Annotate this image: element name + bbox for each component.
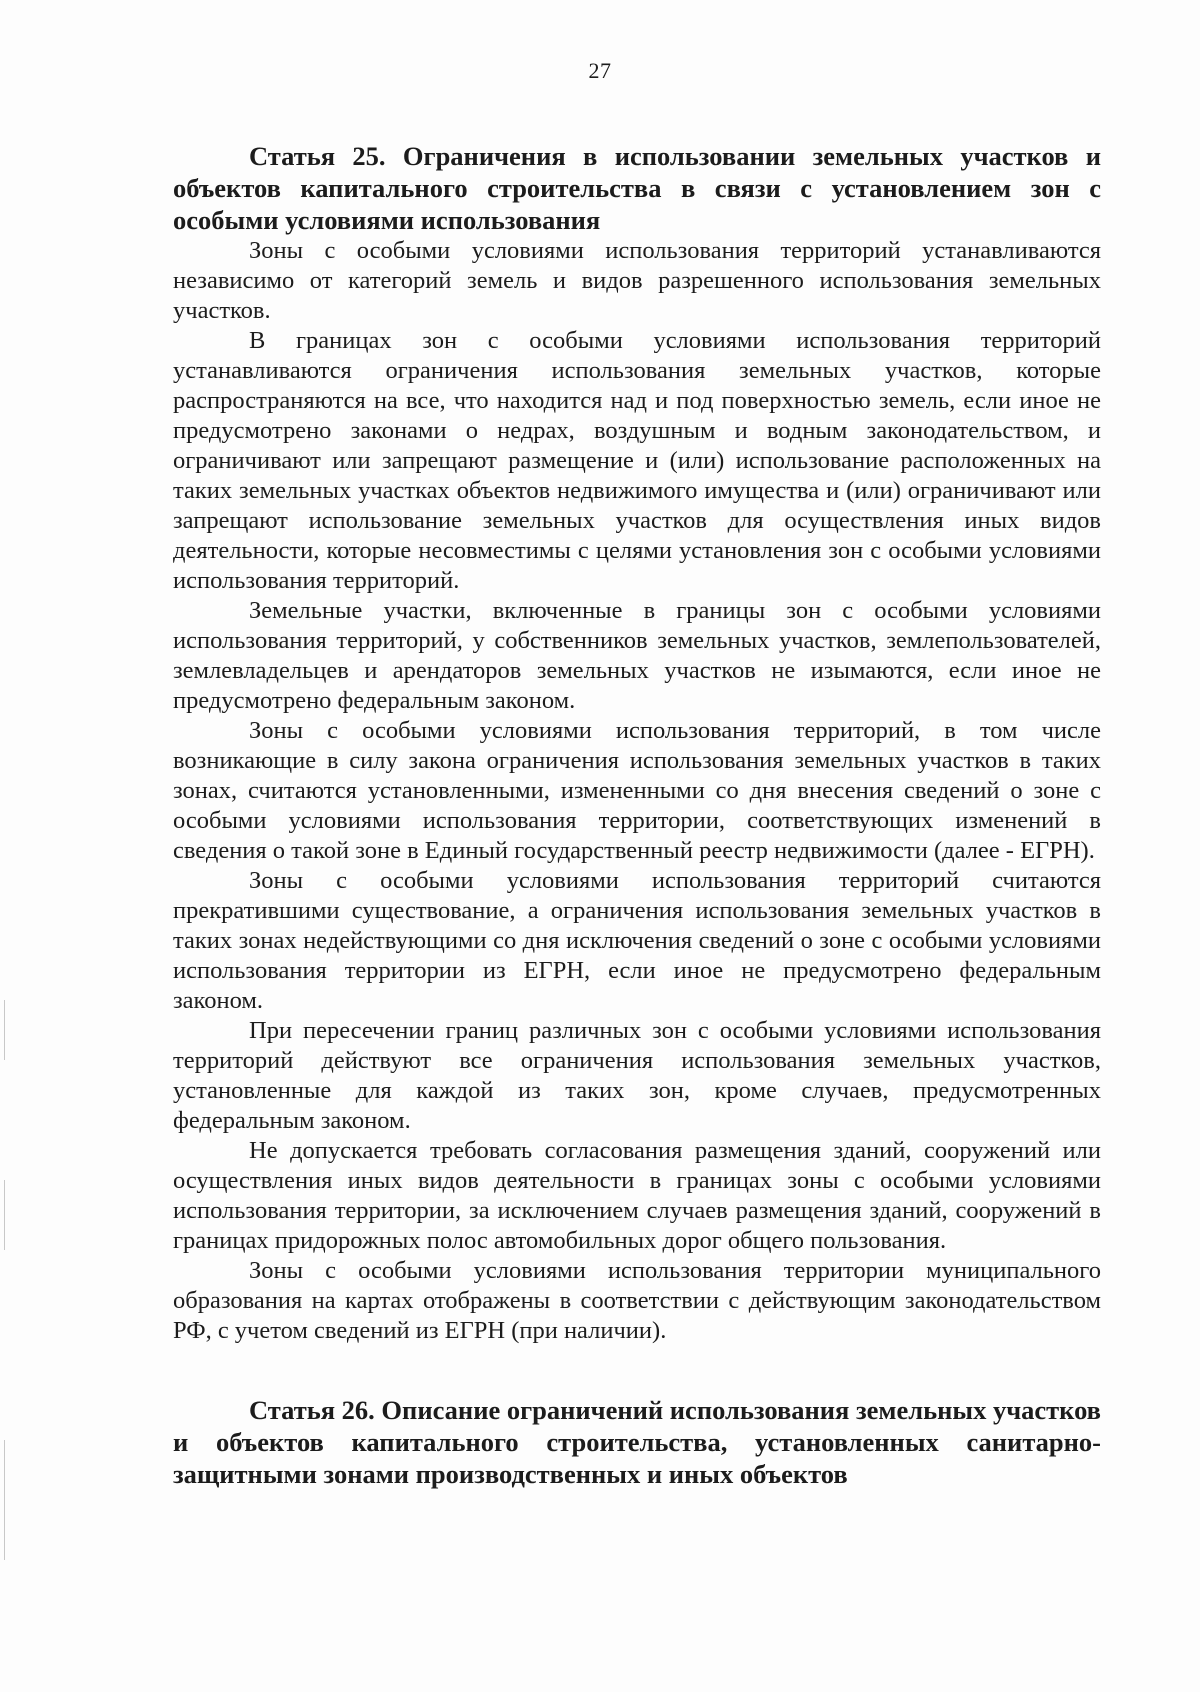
page-number: 27: [588, 58, 612, 83]
article-25-paragraph: При пересечении границ различных зон с особыми условиями использования территорий действуют все ограничения использования земельных участков, установленные для каждой из таких зон, кроме случаев, предусмотренных федеральным законом.: [173, 1017, 1101, 1134]
article-25-heading: Статья 25. Ограничения в использовании земельных участков и объектов капитального строительства в связи с установлением зон с особыми условиями использования: [173, 141, 1101, 235]
article-26-heading: Статья 26. Описание ограничений использования земельных участков и объектов капитального строительства, установленных санитарно-защитными зонами производственных и иных объектов: [173, 1395, 1101, 1489]
page-content: [173, 140, 1101, 1490]
article-25-paragraph: Земельные участки, включенные в границы зон с особыми условиями использования территорий, у собственников земельных участков, землепользователей, землевладельцев и арендаторов земельных участков не изымаются, если иное не предусмотрено федеральным законом.: [173, 597, 1101, 714]
article-25-paragraph: В границах зон с особыми условиями использования территорий устанавливаются ограничения использования земельных участков, которые распространяются на все, что находится над и под поверхностью земель, если иное не предусмотрено законами о недрах, воздушным и водным законодательством, и ограничивают или запрещают размещение и (или) использование расположенных на таких земельных участках объектов недвижимого имущества и (или) ограничивают или запрещают использование земельных участков для осуществления иных видов деятельности, которые несовместимы с целями установления зон с особыми условиями использования территорий.: [173, 327, 1101, 594]
article-25-paragraph: Зоны с особыми условиями использования территорий считаются прекратившими существование, а ограничения использования земельных участков в таких зонах недействующими со дня исключения сведений о зоне с особыми условиями использования территории из ЕГРН, если иное не предусмотрено федеральным законом.: [173, 867, 1101, 1014]
scan-edge-mark: [4, 1180, 5, 1250]
article-25-paragraph: Зоны с особыми условиями использования территорий, в том числе возникающие в силу закона ограничения использования земельных участков в таких зонах, считаются установленными, измененными со дня внесения сведений о зоне с особыми условиями использования территории, соответствующих изменений в сведения о такой зоне в Единый государственный реестр недвижимости (далее - ЕГРН).: [173, 717, 1101, 864]
article-25-paragraph: Зоны с особыми условиями использования территории муниципального образования на картах отображены в соответствии с действующим законодательством РФ, с учетом сведений из ЕГРН (при наличии).: [173, 1257, 1101, 1344]
scan-edge-mark: [4, 1000, 5, 1060]
section-spacer: [173, 1346, 1101, 1394]
article-25-paragraph: Зоны с особыми условиями использования территорий устанавливаются независимо от категорий земель и видов разрешенного использования земельных участков.: [173, 237, 1101, 324]
article-25-paragraph: Не допускается требовать согласования размещения зданий, сооружений или осуществления иных видов деятельности в границах зоны с особыми условиями использования территории, за исключением случаев размещения зданий, сооружений в границах придорожных полос автомобильных дорог общего пользования.: [173, 1137, 1101, 1254]
scan-edge-mark: [4, 1440, 5, 1560]
